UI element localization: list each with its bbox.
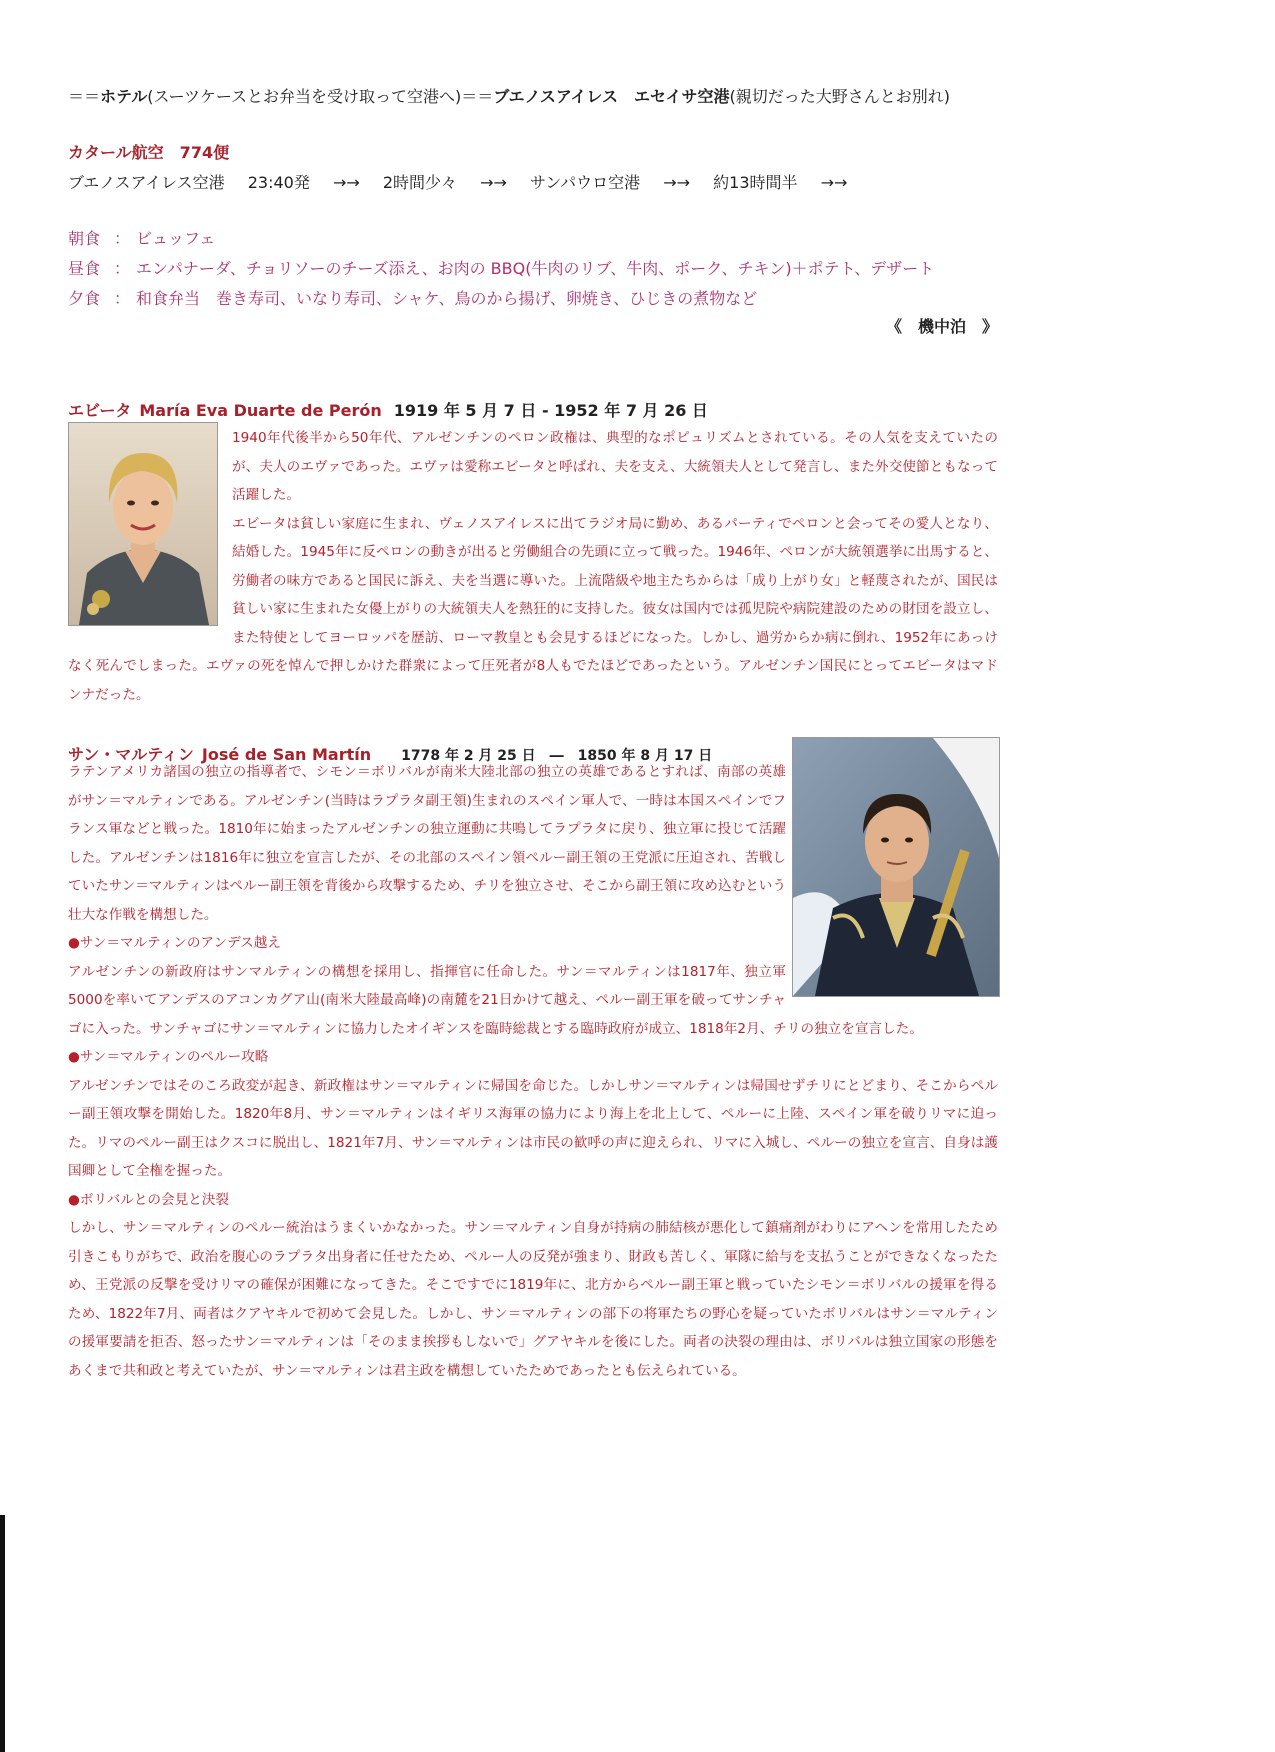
san-martin-section-1-heading: ●サン＝マルティンのアンデス越え	[68, 935, 281, 951]
flight-departure: 23:40発	[247, 173, 310, 192]
flight-origin: ブエノスアイレス空港	[68, 173, 225, 192]
overnight-label: 《 機中泊 》	[885, 317, 998, 336]
san-martin-section-2-heading: ●サン＝マルティンのペルー攻略	[68, 1049, 269, 1065]
san-martin-heading: サン・マルティン José de San Martín 1778 年 2 月 25 日 ― 1850 年 8 月 17 日	[68, 745, 713, 764]
meal-dinner: 夕食 ： 和食弁当 巻き寿司、いなり寿司、シャケ、鳥のから揚げ、卵焼き、ひじきの煮物など	[68, 289, 758, 308]
route-hotel: ホテル	[100, 87, 148, 106]
meal-breakfast: 朝食 ： ビュッフェ	[68, 229, 216, 248]
san-martin-section-3-text: しかし、サン＝マルティンのペルー統治はうまくいかなかった。サン＝マルティン自身が持病の肺結核が悪化して鎮痛剤がわりにアヘンを常用したため引きこもりがちで、政治を腹心のラプラタ出身者に任せたため、ペルー人の反発が強まり、財政も苦しく、軍隊に給与を支払うことができなくなったため、王党派の反撃を受けリマの確保が困難になってきた。そこですでに1819年に、北方からペルー副王軍と戦っていたシモン＝ボリバルの援軍を得るため、1822年7月、両者はクアヤキルで初めて会見した。しかし、サン＝マルティンの部下の将軍たちの野心を疑っていたボリバルはサン＝マルティンの援軍要請を拒否、怒ったサン＝マルティンは「そのまま挨拶もしないで」グアヤキルを後にした。両者の決裂の理由は、ボリバルは独立国家の形態をあくまで共和政と考えていたが、サン＝マルティンは君主政を構想していたためであったとも伝えられている。	[68, 1220, 998, 1379]
flight-leg-2: 約13時間半	[713, 173, 798, 192]
evita-paragraph-1: 1940年代後半から50年代、アルゼンチンのペロン政権は、典型的なポピュリズムとされている。その人気を支えていたのが、夫人のエヴァであった。エヴァは愛称エビータと呼ばれ、夫を支え、大統領夫人として発言し、また外交使節ともなって活躍した。	[232, 430, 998, 503]
route-airport: ブエノスアイレス エセイサ空港	[493, 87, 730, 106]
flight-title: カタール航空 774便	[68, 143, 230, 162]
route-line: ＝＝ホテル(スーツケースとお弁当を受け取って空港へ)＝＝ブエノスアイレス エセイサ空港(親切だった大野さんとお別れ)	[68, 87, 950, 106]
evita-paragraph-2: エビータは貧しい家庭に生まれ、ヴェノスアイレスに出てラジオ局に勤め、あるパーティでペロンと会ってその愛人となり、結婚した。1945年に反ペロンの動きが出ると労働組合の先頭に立って戦った。1946年、ペロンが大統領選挙に出馬すると、労働者の味方であると国民に訴え、夫を当選に導いた。上流階級や地主たちからは「成り上がり女」と軽蔑されたが、国民は貧しい家に生まれた女優上がりの大統領夫人を熱狂的に支持した。彼女は国内では孤児院や病院建設のための財団を設立し、また特使としてヨーロッパを歴訪、ローマ教皇とも会見するほどになった。しかし、過労からか病に倒れ、1952年にあっけなく死んでしまった。エヴァの死を悼んで押しかけた群衆によって圧死者が8人もでたほどであったという。アルゼンチン国民にとってエビータはマドンナだった。	[68, 515, 998, 703]
san-martin-intro: ラテンアメリカ諸国の独立の指導者で、シモン＝ボリバルが南米大陸北部の独立の英雄であるとすれば、南部の英雄がサン＝マルティンである。アルゼンチン(当時はラプラタ副王領)生まれのスペイン軍人で、一時は本国スペインでフランス軍などと戦った。1810年に始まったアルゼンチンの独立運動に共鳴してラプラタに戻り、独立軍に投じて活躍した。アルゼンチンは1816年に独立を宣言したが、その北部のスペイン領ペルー副王領の王党派に圧迫され、苦戦していたサン＝マルティンはペルー副王領を背後から攻撃するため、チリを独立させ、そこから副王領に攻め込むという壮大な作戦を構想した。	[68, 764, 786, 923]
san-martin-section-1-text: アルゼンチンの新政府はサンマルティンの構想を採用し、指揮官に任命した。サン＝マルティンは1817年、独立軍5000を率いてアンデスのアコンカグア山(南米大陸最高峰)の南麓を21日かけて越え、ペルー副王軍を破ってサンチャゴに入った。サンチャゴにサン＝マルティンに協力したオイギンスを臨時総裁とする臨時政府が成立、1818年2月、チリの独立を宣言した。	[68, 963, 923, 1037]
scan-edge-bar	[0, 1515, 5, 1752]
san-martin-body	[68, 758, 998, 1385]
flight-leg-1: 2時間少々	[382, 173, 458, 192]
san-martin-section-2-text: アルゼンチンではそのころ政変が起き、新政権はサン＝マルティンに帰国を命じた。しかしサン＝マルティンは帰国せずチリにとどまり、そこからペルー副王領攻撃を開始した。1820年8月、サン＝マルティンはイギリス海軍の協力により海上を北上して、ペルーに上陸、スペイン軍を破りリマに迫った。リマのペルー副王はクスコに脱出し、1821年7月、サン＝マルティンは市民の歓呼の声に迎えられ、リマに入城し、ペルーの独立を宣言、自身は護国卿として全権を握った。	[68, 1077, 998, 1179]
arrow-4: →→	[820, 173, 848, 192]
san-martin-section-3-heading: ●ボリバルとの会見と決裂	[68, 1191, 229, 1208]
evita-heading: エビータ María Eva Duarte de Perón 1919 年 5 月 7 日 - 1952 年 7 月 26 日	[68, 401, 708, 420]
arrow-3: →→	[663, 173, 691, 192]
flight-line	[68, 170, 865, 193]
arrow-1: →→	[332, 173, 360, 192]
meals-list	[68, 224, 934, 314]
flight-stop: サンパウロ空港	[530, 173, 641, 192]
evita-body	[68, 424, 998, 709]
meal-lunch: 昼食 ： エンパナーダ、チョリソーのチーズ添え、お肉の BBQ(牛肉のリブ、牛肉、ポーク、チキン)＋ポテト、デザート	[68, 259, 935, 278]
arrow-2: →→	[480, 173, 507, 192]
